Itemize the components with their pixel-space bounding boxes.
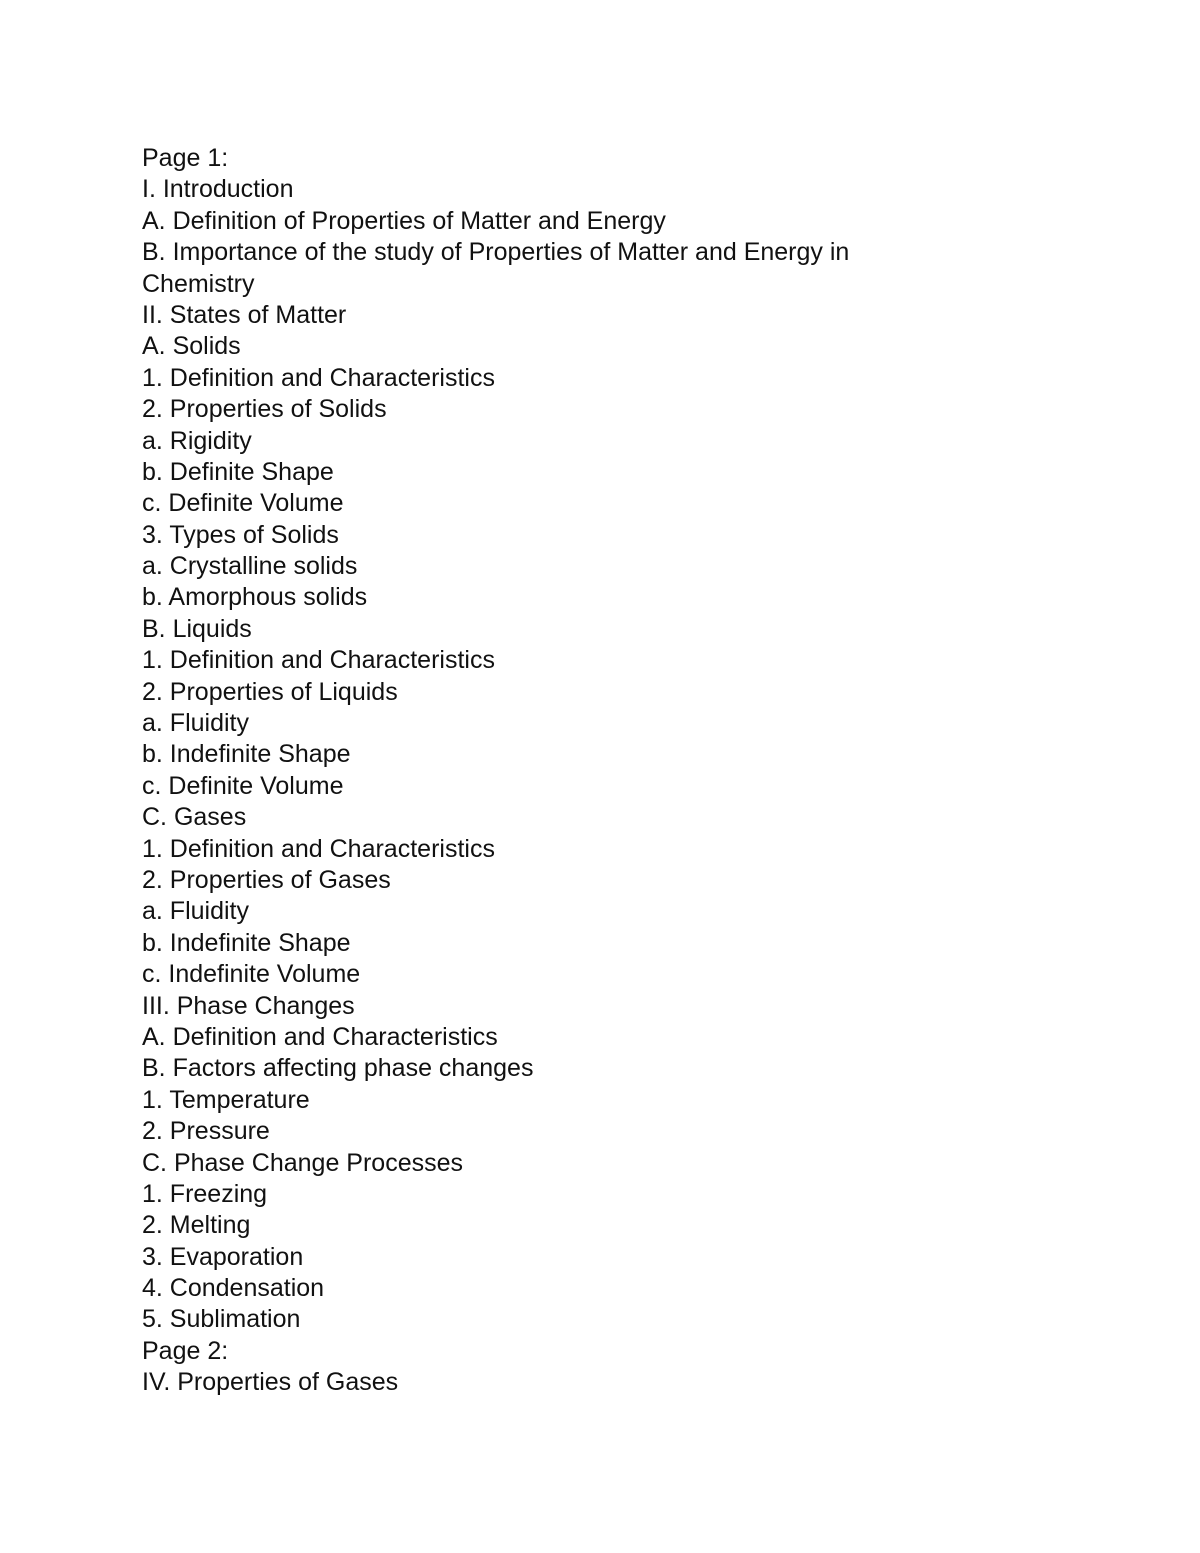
outline-item: B. Liquids bbox=[142, 614, 252, 643]
outline-item: c. Definite Volume bbox=[142, 489, 344, 518]
outline-item: 4. Condensation bbox=[142, 1274, 325, 1303]
section-heading: I. Introduction bbox=[142, 175, 294, 204]
section-heading: III. Phase Changes bbox=[142, 991, 355, 1020]
outline-item: 3. Evaporation bbox=[142, 1242, 304, 1271]
outline-item: 2. Melting bbox=[142, 1211, 251, 1240]
outline-item: b. Definite Shape bbox=[142, 457, 334, 486]
outline-item: 1. Freezing bbox=[142, 1179, 268, 1208]
outline-item: 5. Sublimation bbox=[142, 1305, 301, 1334]
outline-item: 2. Properties of Gases bbox=[142, 865, 391, 894]
outline-text bbox=[142, 143, 962, 1399]
outline-item: b. Indefinite Shape bbox=[142, 928, 351, 957]
outline-item: A. Definition and Characteristics bbox=[142, 1022, 498, 1051]
outline-item: 1. Definition and Characteristics bbox=[142, 646, 495, 675]
outline-item: 1. Temperature bbox=[142, 1085, 310, 1114]
page-label: Page 1: bbox=[142, 144, 229, 172]
section-heading: II. States of Matter bbox=[142, 300, 347, 329]
outline-item: B. Importance of the study of Properties of Matter and Energy in bbox=[142, 238, 850, 267]
outline-item: 2. Properties of Solids bbox=[142, 395, 387, 424]
outline-item: a. Fluidity bbox=[142, 709, 249, 738]
section-heading: IV. Properties of Gases bbox=[142, 1368, 399, 1397]
outline-item: c. Indefinite Volume bbox=[142, 960, 361, 989]
outline-item: 3. Types of Solids bbox=[142, 520, 339, 549]
outline-item: 1. Definition and Characteristics bbox=[142, 834, 495, 863]
outline-item: 2. Pressure bbox=[142, 1117, 270, 1146]
outline-item: a. Rigidity bbox=[142, 426, 252, 455]
outline-item: A. Solids bbox=[142, 332, 241, 361]
outline-item: C. Phase Change Processes bbox=[142, 1148, 464, 1177]
outline-item: a. Fluidity bbox=[142, 897, 249, 926]
outline-item: b. Indefinite Shape bbox=[142, 740, 351, 769]
outline-item: b. Amorphous solids bbox=[142, 583, 368, 612]
page-label: Page 2: bbox=[142, 1336, 229, 1365]
outline-item: B. Factors affecting phase changes bbox=[142, 1054, 534, 1083]
outline-item: 1. Definition and Characteristics bbox=[142, 363, 495, 392]
outline-item: a. Crystalline solids bbox=[142, 552, 358, 581]
outline-item: c. Definite Volume bbox=[142, 771, 344, 800]
outline-item: A. Definition of Properties of Matter and Energy bbox=[142, 206, 666, 235]
outline-item: C. Gases bbox=[142, 803, 247, 832]
outline-item-continuation: Chemistry bbox=[142, 269, 255, 298]
outline-item: 2. Properties of Liquids bbox=[142, 677, 398, 706]
